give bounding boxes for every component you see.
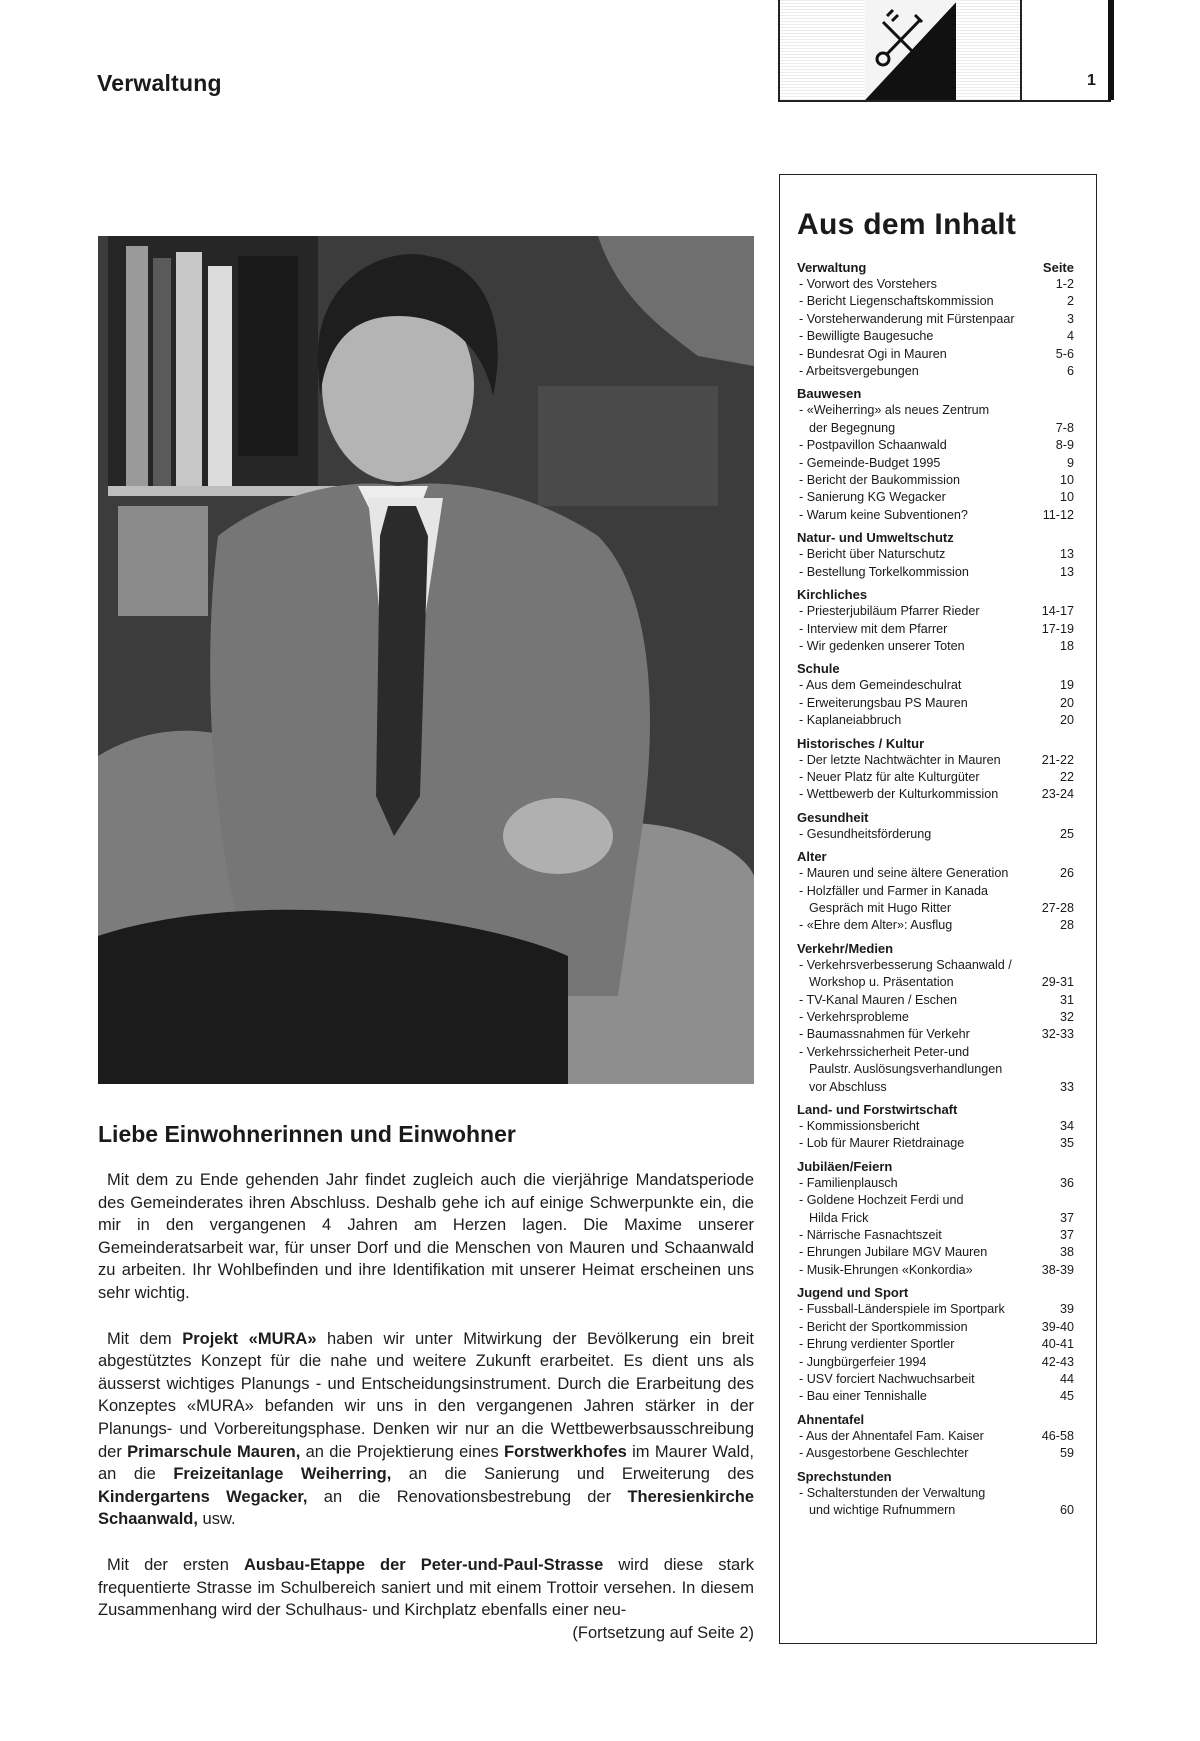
toc-item [797,786,1074,803]
bold-phrase: Freizeitanlage Weiherring, [173,1465,392,1484]
letter-paragraph-1: Mit dem zu Ende gehenden Jahr findet zugleich auch die vierjährige Mandatsperiode des Gemeinderates ihren Abschluss. Deshalb gehe ich auf einige Schwerpunkte ein, die mir in den vergangenen 4 Jahren am Herzen lagen. Die Maxime unserer Gemeinderatsarbeit war, für unser Dorf und die Menschen von Mauren und Schaanwald zu arbeiten. Ihr Wohlbefinden und ihre Identifikation mit unserer Heimat erscheinen uns sehr wichtig. [98,1171,754,1302]
toc-item [797,1445,1074,1462]
page-number: 1 [1087,72,1096,89]
bold-phrase: Primarschule Mauren, [127,1442,301,1461]
toc-section-header [797,530,1074,546]
toc-item [797,752,1074,769]
toc-item-title: - Familienplausch [799,1175,898,1190]
toc-item [797,328,1074,345]
tab-blank-2 [1111,0,1200,100]
toc-item-page: 60 [1059,1502,1074,1517]
toc-item-title: - Postpavillon Schaanwald [799,438,947,453]
toc-item [797,311,1074,328]
toc-item-page: 32-33 [1041,1027,1074,1042]
toc-item-title: der Begegnung [809,420,896,435]
toc-section-title: Jugend und Sport [797,1285,909,1301]
toc-section-title: Kirchliches [797,587,868,603]
toc-item-title: - Der letzte Nachtwächter in Mauren [799,752,1001,767]
toc-section-header [797,587,1074,603]
toc-item-title: - Bewilligte Baugesuche [799,329,934,344]
toc-item [797,1319,1074,1336]
toc-item-title: Paulstr. Auslösungsverhandlungen [809,1062,1003,1077]
toc-item [797,507,1074,524]
toc-item [797,1175,1074,1192]
toc-item [797,1061,1074,1078]
toc-item-page: 36 [1059,1175,1074,1190]
toc-item-title: - USV forciert Nachwuchsarbeit [799,1371,975,1386]
bold-phrase: Theresienkirche Schaanwald, [98,1487,754,1529]
toc-item [797,1354,1074,1371]
toc-item [797,1485,1074,1502]
toc-item-page: 9 [1066,455,1074,470]
letter-paragraph-2 [98,1328,754,1531]
toc-section-header [797,1159,1074,1175]
toc-item [797,346,1074,363]
toc-item-page: 22 [1059,769,1074,784]
toc-item [797,865,1074,882]
toc-item-page: 8-9 [1055,438,1074,453]
toc-item-title: - Priesterjubiläum Pfarrer Rieder [799,604,980,619]
toc-title: Aus dem Inhalt [797,208,1017,241]
toc-item-title: Hilda Frick [809,1210,869,1225]
toc-item-page: 25 [1059,826,1074,841]
letter-body [98,1169,754,1644]
toc-item [797,695,1074,712]
text-segment: im Maurer Wald, an die [98,1442,754,1484]
toc-item-title: - Holzfäller und Farmer in Kanada [799,883,988,898]
section-title: Verwaltung [97,70,222,96]
text-segment: Mit der ersten [107,1555,244,1574]
toc-item-page: 45 [1059,1389,1074,1404]
toc-item [797,826,1074,843]
toc-item-title: - Bericht der Baukommission [799,473,960,488]
toc-item-title: - Mauren und seine ältere Generation [799,866,1009,881]
toc-item-title: - Schalterstunden der Verwaltung [799,1485,986,1500]
toc-item-page: 14-17 [1041,604,1074,619]
header-tab-strip [778,0,1200,101]
toc-item [797,546,1074,563]
toc-item [797,638,1074,655]
toc-item-title: - Jungbürgerfeier 1994 [799,1354,927,1369]
toc-item-page: 18 [1059,638,1074,653]
toc-item-title: - Fussball-Länderspiele im Sportpark [799,1302,1005,1317]
toc-item-title: - Verkehrssicherheit Peter-und [799,1044,970,1059]
text-segment: Mit dem [107,1329,183,1348]
tab-emblem [778,0,958,102]
toc-item-page: 13 [1059,564,1074,579]
toc-section-header [797,1102,1074,1118]
toc-item-page: 21-22 [1041,752,1074,767]
toc-section [797,941,1074,1096]
toc-item-page: 28 [1059,918,1074,933]
toc-item-page: 23-24 [1041,787,1074,802]
toc-item-page: 27-28 [1041,900,1074,915]
letter-paragraph-3-text [98,1556,754,1619]
toc-item-page: 37 [1059,1228,1074,1243]
portrait-photo-illustration [98,236,754,1084]
toc-item-page: 5-6 [1055,346,1074,361]
toc-section [797,661,1074,729]
toc-item-title: - Musik-Ehrungen «Konkordia» [799,1262,973,1277]
toc-item-title: - Verkehrsverbesserung Schaanwald / [799,957,1012,972]
toc-item [797,1227,1074,1244]
toc-section-header [797,260,1074,276]
tab-page [1022,0,1111,102]
toc-item [797,363,1074,380]
text-segment: an die Renovationsbestrebung der [307,1487,628,1506]
toc-item-page: 38 [1059,1245,1074,1260]
text-segment: haben wir unter Mitwirkung der Bevölkerung ein breit abgestütztes Konzept für die nahe und weitere Zukunft erarbeitet. Es dient uns als äusserst wichtiges Planungs - und Entscheidungsinstrument. Durch die Erarbeitung des Konzeptes «MURA» befanden wir uns in den vergangenen Jahren stärker in der Planungs- und Vorbereitungsphase. Denken wir nur an die Wettbewerbsausschreibung der [98,1329,754,1461]
toc-item-page: 59 [1059,1446,1074,1461]
toc-item-page: 17-19 [1041,621,1074,636]
toc-item-page: 11-12 [1042,507,1074,522]
toc-item-title: - Bundesrat Ogi in Mauren [799,346,947,361]
toc-item-page: 34 [1059,1119,1074,1134]
toc-section-header [797,1469,1074,1485]
toc-item-page: 29-31 [1041,975,1074,990]
toc-section [797,736,1074,804]
toc-item [797,1301,1074,1318]
toc-item [797,957,1074,974]
toc-item-page: 37 [1059,1210,1074,1225]
toc-item [797,420,1074,437]
toc-section-header [797,661,1074,677]
toc-item-page: 26 [1059,866,1074,881]
toc-item [797,974,1074,991]
crossed-keys-icon [865,0,958,100]
toc-section-title: Schule [797,661,840,677]
toc-item [797,1009,1074,1026]
toc-item-title: - Bericht über Naturschutz [799,547,946,562]
toc-item-page: 38-39 [1041,1262,1074,1277]
portrait-photo [98,236,754,1084]
toc-item-page: 46-58 [1041,1428,1074,1443]
toc-item-title: - Ehrungen Jubilare MGV Mauren [799,1245,988,1260]
toc-item-title: - Wettbewerb der Kulturkommission [799,787,999,802]
toc-item-page: 39-40 [1041,1319,1074,1334]
toc-item [797,1388,1074,1405]
bold-phrase: Projekt «MURA» [182,1329,317,1348]
toc-item-page: 2 [1066,294,1074,309]
toc-item-page: 20 [1059,713,1074,728]
toc-item-title: Workshop u. Präsentation [809,975,954,990]
toc-item-title: - «Weiherring» als neues Zentrum [799,403,990,418]
toc-item-title: - Goldene Hochzeit Ferdi und [799,1193,964,1208]
letter-paragraph-3 [98,1554,754,1644]
toc-item [797,1192,1074,1209]
toc-item [797,677,1074,694]
toc-section [797,260,1074,380]
toc-item-title: - Vorwort des Vorstehers [799,277,937,291]
toc-item-title: - Bericht der Sportkommission [799,1319,968,1334]
toc-section [797,810,1074,843]
toc-section-title: Alter [797,849,827,865]
toc-section-title: Bauwesen [797,386,862,402]
toc-section [797,530,1074,581]
letter-title: Liebe Einwohnerinnen und Einwohner [98,1121,516,1147]
toc-item-page: 33 [1059,1079,1074,1094]
text-segment: an die Projektierung eines [300,1442,504,1461]
tab-blank-1 [956,0,1022,102]
toc-item-title: - Arbeitsvergebungen [799,364,919,379]
toc-item [797,769,1074,786]
toc-item-title: Gespräch mit Hugo Ritter [809,900,952,915]
toc-section-title: Verkehr/Medien [797,940,894,956]
toc-item [797,1502,1074,1519]
toc-item-title: - Interview mit dem Pfarrer [799,621,948,636]
toc-item-title: - Bestellung Torkelkommission [799,564,969,579]
toc-section [797,849,1074,935]
toc-item-title: - Sanierung KG Wegacker [799,490,946,505]
toc-item [797,1262,1074,1279]
toc-item-title: - Gemeinde-Budget 1995 [799,455,941,470]
toc-item-page: 6 [1066,364,1074,379]
toc-section-title: Gesundheit [797,809,869,825]
toc-section-title: Jubiläen/Feiern [797,1158,893,1174]
toc-item-title: - Verkehrsprobleme [799,1010,909,1024]
toc-section-header [797,386,1074,402]
toc-section-title: Historisches / Kultur [797,735,925,751]
toc-item-page: 19 [1059,678,1074,693]
toc-section [797,1412,1074,1463]
text-segment: wird diese stark frequentierte Strasse im Schulbereich saniert und mit einem Trottoir versehen. In diesem Zusammenhang wird der Schulhaus- und Kirchplatz ebenfalls einer neu- [98,1555,754,1620]
toc-section [797,1469,1074,1520]
bold-phrase: Kindergartens Wegacker, [98,1487,308,1506]
toc-item-title: - Aus der Ahnentafel Fam. Kaiser [799,1428,984,1443]
toc-section-title: Sprechstunden [797,1468,892,1484]
toc-item-page: 1-2 [1055,277,1074,291]
toc-item-page: 7-8 [1055,420,1074,435]
toc-section-title: Verwaltung [797,260,867,275]
toc-item-page: 42-43 [1041,1354,1074,1369]
toc-section-title: Ahnentafel [797,1411,865,1427]
toc-item [797,437,1074,454]
toc-item-title: - «Ehre dem Alter»: Ausflug [799,918,953,933]
toc-item [797,883,1074,900]
toc-item [797,276,1074,293]
toc-item [797,293,1074,310]
toc-item-title: - Ehrung verdienter Sportler [799,1337,955,1352]
table-of-contents [779,174,1097,1644]
toc-item-page: 39 [1059,1302,1074,1317]
toc-item-title: - TV-Kanal Mauren / Eschen [799,992,957,1007]
toc-item-title: vor Abschluss [809,1079,887,1094]
toc-section-title: Land- und Forstwirtschaft [797,1102,958,1118]
toc-item-title: - Kaplaneiabbruch [799,713,902,728]
toc-item-page: 10 [1059,473,1074,488]
toc-item-title: - Närrische Fasnachtszeit [799,1228,942,1243]
toc-item-title: - Neuer Platz für alte Kulturgüter [799,769,980,784]
toc-sections [797,260,1074,1519]
toc-item-title: - Aus dem Gemeindeschulrat [799,678,962,693]
toc-section [797,386,1074,524]
toc-item-page: 4 [1066,329,1074,344]
toc-item [797,992,1074,1009]
toc-item-page: 3 [1066,311,1074,326]
toc-item [797,917,1074,934]
toc-item-page: 13 [1059,547,1074,562]
toc-item [797,1244,1074,1261]
toc-item-title: - Bau einer Tennishalle [799,1389,927,1404]
toc-item [797,455,1074,472]
toc-item-title: und wichtige Rufnummern [809,1502,956,1517]
toc-item [797,712,1074,729]
toc-item-title: - Warum keine Subventionen? [799,507,968,522]
toc-item [797,1118,1074,1135]
toc-item-title: - Erweiterungsbau PS Mauren [799,695,968,710]
text-segment: an die Sanierung und Erweiterung des [391,1465,754,1484]
toc-section-header [797,736,1074,752]
toc-section [797,1285,1074,1405]
toc-item-page: 31 [1059,992,1074,1007]
toc-item [797,1135,1074,1152]
toc-item-title: - Ausgestorbene Geschlechter [799,1446,969,1461]
toc-item-title: - Gesundheitsförderung [799,826,932,841]
toc-item [797,1210,1074,1227]
toc-item [797,472,1074,489]
toc-item-page: 40-41 [1041,1337,1074,1352]
toc-section [797,1102,1074,1153]
continued-note: (Fortsetzung auf Seite 2) [572,1623,754,1642]
toc-section-title: Natur- und Umweltschutz [797,530,954,546]
bold-phrase: Ausbau-Etappe der Peter-und-Paul-Strasse [243,1555,604,1574]
toc-section-header [797,941,1074,957]
toc-item [797,900,1074,917]
toc-section-header [797,810,1074,826]
toc-item-page: 35 [1059,1136,1074,1151]
text-segment: usw. [197,1510,236,1529]
toc-item [797,489,1074,506]
toc-item [797,1336,1074,1353]
toc-item [797,603,1074,620]
toc-item [797,1044,1074,1061]
toc-item-title: - Lob für Maurer Rietdrainage [799,1136,965,1151]
toc-item [797,1371,1074,1388]
toc-item-title: - Bericht Liegenschaftskommission [799,294,994,309]
toc-section [797,1159,1074,1279]
toc-item-title: - Kommissionsbericht [799,1119,920,1134]
toc-item-title: - Vorsteherwanderung mit Fürstenpaar [799,311,1015,326]
toc-item-page: 10 [1059,490,1074,505]
toc-item-title: - Baumassnahmen für Verkehr [799,1027,970,1042]
toc-item-page: 44 [1059,1371,1074,1386]
toc-section-header [797,1285,1074,1301]
toc-section-header [797,1412,1074,1428]
toc-item [797,1428,1074,1445]
toc-item-page: 20 [1059,695,1074,710]
bold-phrase: Forstwerkhofes [503,1442,627,1461]
toc-item [797,621,1074,638]
toc-section [797,587,1074,655]
toc-item [797,1079,1074,1096]
toc-item [797,1026,1074,1043]
toc-item [797,402,1074,419]
toc-page-header: Seite [1042,260,1074,275]
toc-section-header [797,849,1074,865]
toc-item-page: 32 [1059,1010,1074,1024]
toc-item [797,564,1074,581]
toc-item-title: - Wir gedenken unserer Toten [799,638,965,653]
